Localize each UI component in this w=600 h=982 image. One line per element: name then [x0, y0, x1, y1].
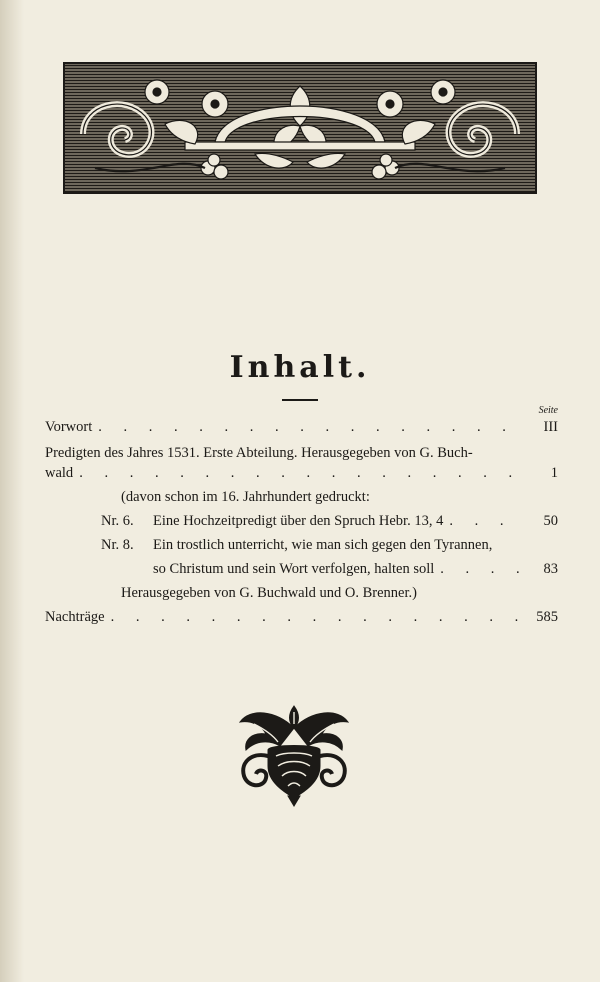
toc-entry-label: wald: [45, 465, 74, 481]
toc-entry-label: Ein trostlich unterricht, wie man sich gegen den Tyrannen,: [153, 537, 493, 553]
toc-note-open: (davon schon im 16. Jahrhundert gedruckt:: [121, 489, 370, 505]
toc-entry-nr8-line1: [101, 537, 558, 554]
page-title: Inhalt.: [229, 350, 371, 385]
leader-dots: [440, 561, 524, 578]
title-underline-rule: [282, 399, 318, 401]
toc-entry-page: III: [543, 419, 558, 435]
page-column-label: Seite: [538, 405, 558, 416]
toc-entry-label: Nachträge: [45, 609, 105, 625]
toc-entry-nr8: [153, 561, 558, 578]
toc-entry-label: so Christum und sein Wort verfolgen, halten soll: [153, 561, 435, 577]
floral-tailpiece-ornament-icon: [232, 700, 356, 808]
toc-note-close: Herausgegeben von G. Buchwald und O. Brenner.): [121, 585, 417, 601]
floral-header-ornament-icon: [63, 62, 537, 194]
toc-entry-page: 83: [543, 561, 558, 577]
toc-entry-label: Eine Hochzeitpredigt über den Spruch Hebr. 13, 4: [153, 513, 444, 529]
toc-entry-number: Nr. 6.: [101, 513, 134, 529]
leader-dots: [111, 609, 524, 626]
toc-entry-nachtraege: [45, 609, 558, 626]
toc-entry-label: Vorwort: [45, 419, 93, 435]
toc-entry-predigten: [45, 465, 558, 482]
toc-entry-vorwort: [45, 419, 558, 436]
toc-entry-page: 50: [543, 513, 558, 529]
toc-entry-predigten-line1: Predigten des Jahres 1531. Erste Abteilung. Herausgegeben von G. Buch-: [45, 445, 473, 461]
toc-entry-nr6: [101, 513, 558, 530]
toc-entry-page: 1: [550, 465, 558, 481]
page-gutter-shadow: [0, 0, 24, 982]
leader-dots: [98, 419, 524, 436]
toc-entry-number: Nr. 8.: [101, 537, 134, 553]
leader-dots: [79, 465, 524, 482]
leader-dots: [449, 513, 524, 530]
toc-entry-page: 585: [536, 609, 558, 625]
